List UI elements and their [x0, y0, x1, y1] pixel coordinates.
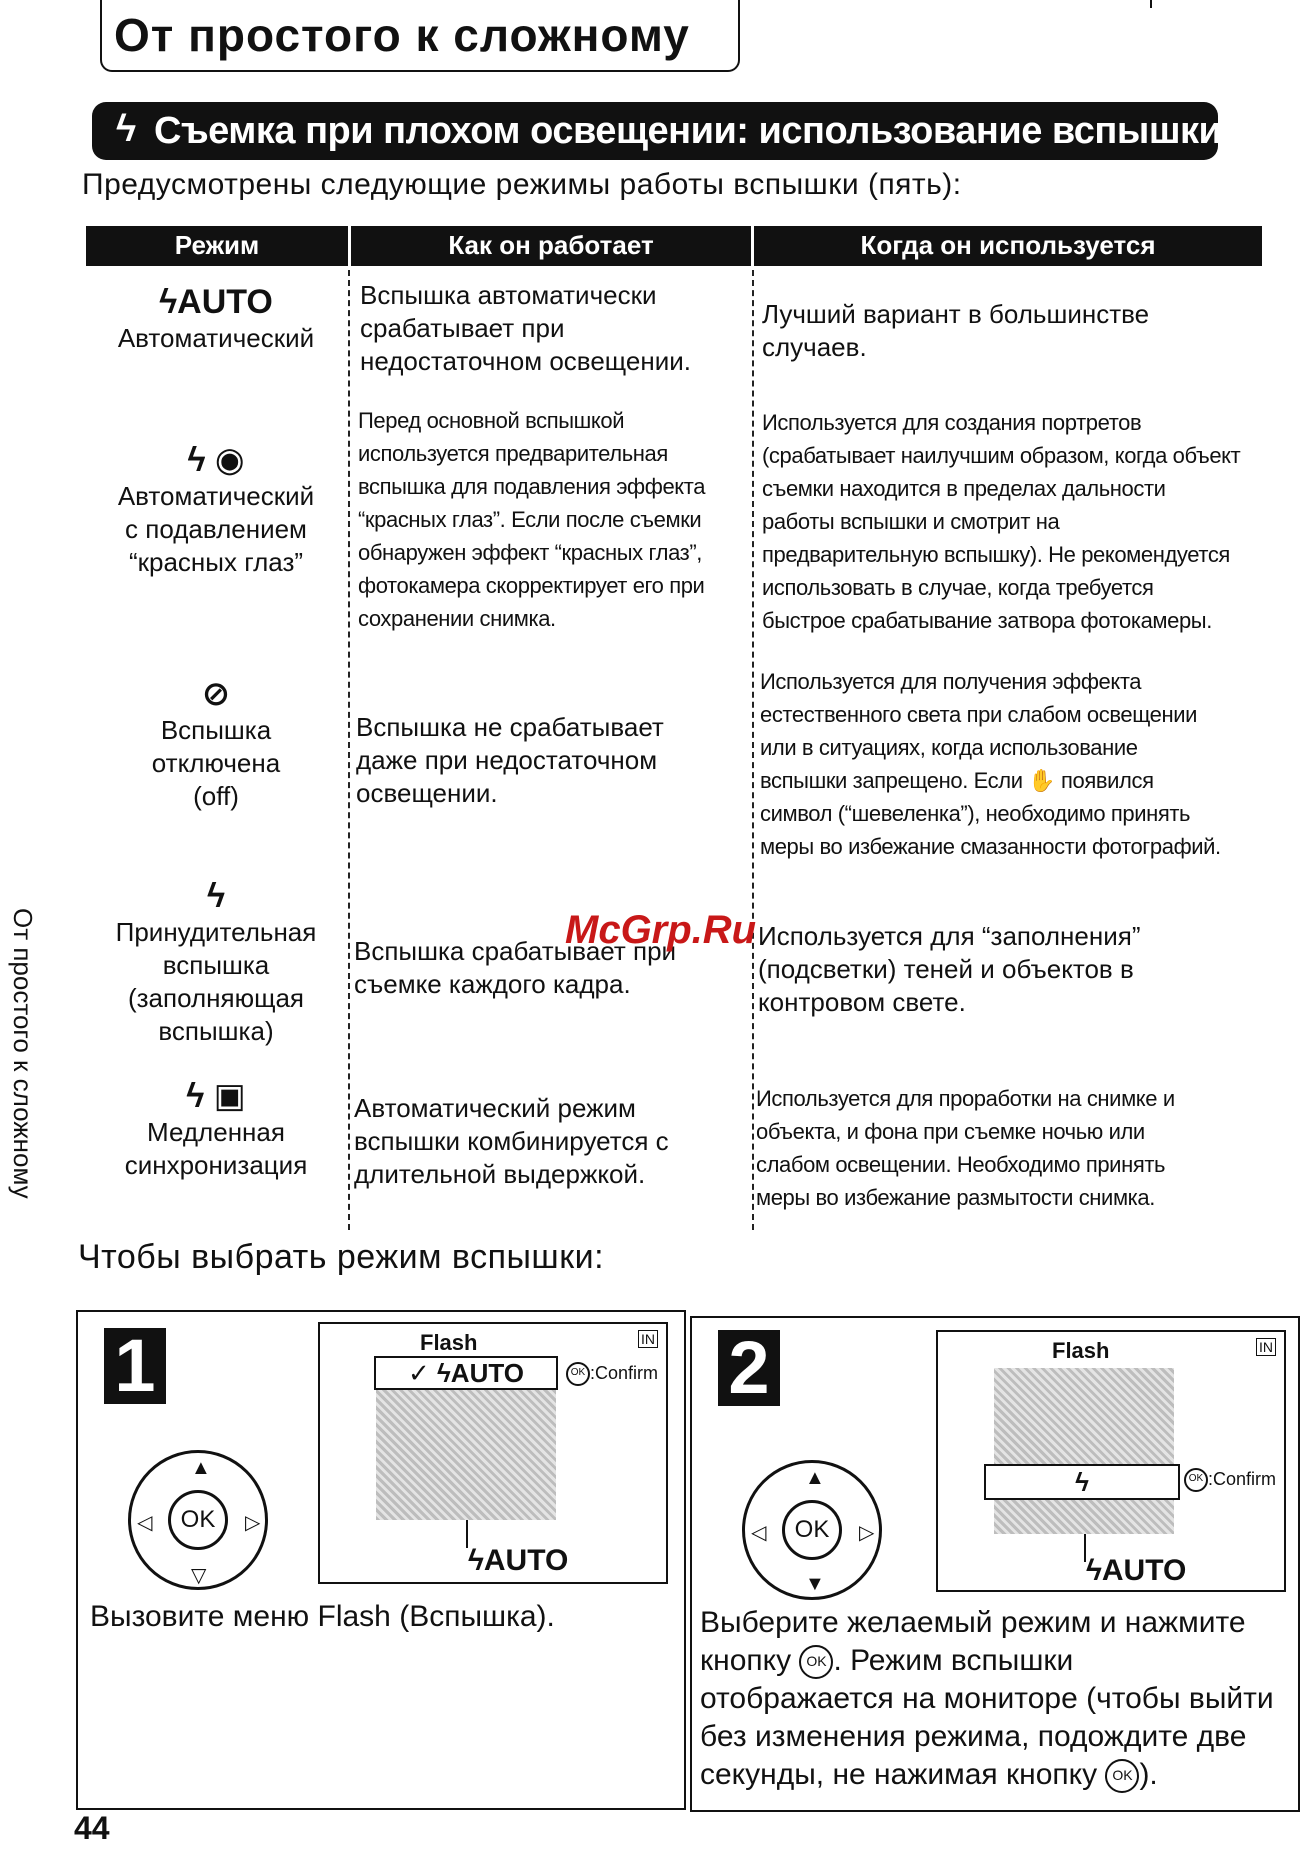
- choose-title: Чтобы выбрать режим вспышки:: [78, 1238, 605, 1276]
- ok-icon: OK: [799, 1645, 833, 1679]
- table-row-mode: ⊘ Вспышка отключена (off): [96, 674, 336, 813]
- ok-icon: OK: [1105, 1759, 1139, 1793]
- ok-button[interactable]: OK: [782, 1500, 842, 1560]
- camera-screen: [936, 1330, 1286, 1592]
- table-row-when: Используется для создания портретов (срабатывает наилучшим образом, когда объект съемки находится в пределах дальности работы вспышки и смотрит на предварительную вспышку). Не рекомендуется использовать в случае, когда требуется быстрое срабатывание затвора фотокамеры.: [762, 410, 1241, 633]
- left-arrow-icon[interactable]: ◁: [751, 1522, 767, 1544]
- up-arrow-icon[interactable]: ▲: [805, 1467, 825, 1489]
- table-row-mode: ϟ ▣ Медленная синхронизация: [96, 1076, 336, 1182]
- fill-flash-icon: ϟ: [207, 877, 225, 915]
- table-row-mode: ϟAUTO Автоматический: [96, 282, 336, 355]
- table-row-mode: ϟ ◉ Автоматический с подавлением “красных глаз”: [96, 440, 336, 579]
- watermark: McGrp.Ru: [565, 908, 757, 952]
- camera-screen: [318, 1322, 668, 1584]
- table-row-how: Автоматический режим вспышки комбинируется с длительной выдержкой.: [354, 1093, 669, 1189]
- section-heading: [92, 102, 1222, 160]
- menu-selected-item[interactable]: ϟ: [984, 1464, 1180, 1500]
- step-1-text: Вызовите меню Flash (Вспышка).: [90, 1600, 555, 1633]
- table-row-how: Вспышка не срабатывает даже при недостаточном освещении.: [356, 712, 664, 808]
- table-row-when: Используется для получения эффекта естественного света при слабом освещении или в ситуациях, когда использование вспышки запрещено. Если ✋ появился символ (“шевеленка”), необходимо принять меры во избежание смазанности фотографий.: [760, 669, 1221, 859]
- section-title: Съемка при плохом освещении: использование вспышки: [154, 110, 1222, 152]
- red-eye-flash-icon: ϟ ◉: [187, 441, 245, 479]
- down-arrow-icon[interactable]: ▼: [805, 1573, 825, 1595]
- memory-icon: IN: [1256, 1338, 1276, 1356]
- preview-image: [376, 1390, 556, 1520]
- right-arrow-icon[interactable]: ▷: [859, 1522, 875, 1544]
- header-mode: Режим: [174, 230, 260, 260]
- step-2-text: Выберите желаемый режим и нажмите кнопку OK . Режим вспышки отображается на мониторе (чтобы выйти без изменения режима, подождите две секунды, не нажимая кнопку OK ).: [700, 1604, 1282, 1794]
- flash-mode-indicator: ϟAUTO: [1086, 1554, 1187, 1587]
- table-row-when: Используется для проработки на снимке и объекта, и фона при съемке ночью или слабом освещении. Необходимо принять меры во избежание размытости снимка.: [756, 1086, 1175, 1210]
- header-how: Как он работает: [448, 230, 654, 260]
- screen-title: Flash: [420, 1330, 478, 1355]
- screen-title: Flash: [1052, 1338, 1110, 1363]
- side-label: От простого к сложному: [8, 908, 38, 1199]
- right-arrow-icon[interactable]: ▷: [245, 1512, 261, 1534]
- flash-auto-icon: ϟAUTO: [159, 283, 273, 321]
- flash-mode-indicator: ϟAUTO: [468, 1544, 569, 1577]
- flash-icon: ϟ: [116, 108, 137, 150]
- page-title: От простого к сложному: [114, 9, 690, 61]
- ok-button[interactable]: OK: [168, 1490, 228, 1550]
- preview-image: [994, 1368, 1174, 1534]
- multi-selector[interactable]: [128, 1450, 268, 1590]
- up-arrow-icon[interactable]: ▲: [191, 1457, 211, 1479]
- table-row-how: Вспышка автоматически срабатывает при недостаточном освещении.: [360, 280, 691, 376]
- table-header: [86, 226, 1262, 266]
- intro-text: Предусмотрены следующие режимы работы вспышки (пять):: [82, 168, 962, 201]
- step-number: 1: [104, 1328, 166, 1404]
- flash-off-icon: ⊘: [201, 675, 231, 713]
- multi-selector[interactable]: [742, 1460, 882, 1600]
- left-arrow-icon[interactable]: ◁: [137, 1512, 153, 1534]
- confirm-hint: OK :Confirm: [1184, 1468, 1276, 1492]
- table-row-when: Используется для “заполнения” (подсветки) теней и объектов в контровом свете.: [758, 921, 1141, 1017]
- table-row-how: Перед основной вспышкой используется предварительная вспышка для подавления эффекта “красных глаз”. Если после съемки обнаружен эффект “красных глаз”, фотокамера скорректирует его при сохранении снимка.: [358, 408, 706, 631]
- page-title-box: [100, 0, 740, 72]
- step-number: 2: [718, 1330, 780, 1406]
- header-when: Когда он используется: [860, 230, 1156, 260]
- table-row-how: Вспышка срабатывает при съемке каждого кадра.: [354, 936, 677, 999]
- table-row-mode: ϟ Принудительная вспышка (заполняющая вспышка): [96, 876, 336, 1048]
- column-divider: [348, 270, 352, 1230]
- memory-icon: IN: [638, 1330, 658, 1348]
- corner-mark: [1150, 0, 1152, 8]
- slow-sync-icon: ϟ ▣: [186, 1077, 246, 1115]
- down-arrow-icon[interactable]: ▽: [191, 1565, 207, 1587]
- page-number: 44: [74, 1810, 110, 1846]
- confirm-hint: OK :Confirm: [566, 1362, 658, 1386]
- table-row-when: Лучший вариант в большинстве случаев.: [762, 299, 1150, 362]
- menu-selected-item[interactable]: ✓ ϟAUTO: [374, 1356, 558, 1390]
